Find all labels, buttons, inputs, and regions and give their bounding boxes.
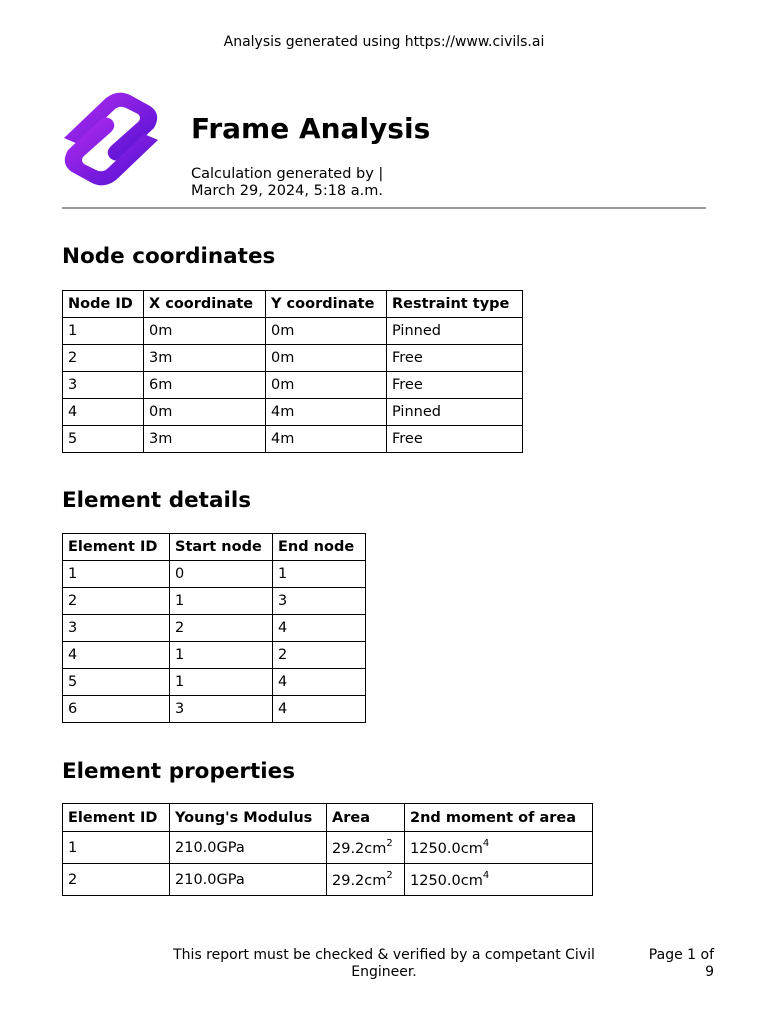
table-cell: 4 xyxy=(273,615,366,642)
table-cell: 6m xyxy=(144,372,266,399)
page-title: Frame Analysis xyxy=(191,112,431,145)
column-header: Area xyxy=(327,804,405,832)
table-cell: Pinned xyxy=(387,318,523,345)
table-cell: 0m xyxy=(144,399,266,426)
table-cell: 210.0GPa xyxy=(170,864,327,896)
area-exponent: 2 xyxy=(386,870,393,881)
table-cell: 3 xyxy=(170,696,273,723)
table-row xyxy=(63,615,366,642)
table-cell: 4m xyxy=(266,399,387,426)
table-row xyxy=(63,696,366,723)
column-header: Start node xyxy=(170,534,273,561)
table-row xyxy=(63,832,593,864)
page-subtitle xyxy=(191,166,383,200)
table-cell: 0 xyxy=(170,561,273,588)
header-divider xyxy=(62,207,706,209)
table-cell: 1 xyxy=(63,832,170,864)
table-header-row xyxy=(63,804,593,832)
table-row xyxy=(63,561,366,588)
inertia-value: 1250.0cm xyxy=(410,873,483,889)
table-cell: 2 xyxy=(63,588,170,615)
subtitle-line: Calculation generated by | xyxy=(191,166,384,182)
table-row xyxy=(63,864,593,896)
table-cell: 0m xyxy=(266,372,387,399)
page-number: Page 1 of 9 xyxy=(648,947,714,980)
column-header: Restraint type xyxy=(387,291,523,318)
section-heading-properties: Element properties xyxy=(62,759,296,784)
column-header: Element ID xyxy=(63,804,170,832)
table-cell: 5 xyxy=(63,669,170,696)
report-header xyxy=(62,92,706,210)
table-cell xyxy=(405,864,593,896)
table-cell: 4 xyxy=(63,399,144,426)
table-header-row xyxy=(63,534,366,561)
section-heading-elements: Element details xyxy=(62,488,251,513)
table-cell: 3 xyxy=(63,615,170,642)
table-row xyxy=(63,669,366,696)
table-cell: 2 xyxy=(63,345,144,372)
inertia-value: 1250.0cm xyxy=(410,841,483,857)
table-cell xyxy=(327,832,405,864)
table-cell: 0m xyxy=(266,318,387,345)
table-cell: 4 xyxy=(273,696,366,723)
element-properties-table xyxy=(62,803,593,896)
area-value: 29.2cm xyxy=(332,841,387,857)
table-cell: 2 xyxy=(170,615,273,642)
table-cell: 1 xyxy=(63,318,144,345)
table-cell: 1 xyxy=(170,669,273,696)
inertia-exponent: 4 xyxy=(482,838,490,849)
table-cell: 1 xyxy=(273,561,366,588)
column-header: 2nd moment of area xyxy=(405,804,593,832)
table-cell: Pinned xyxy=(387,399,523,426)
column-header: X coordinate xyxy=(144,291,266,318)
table-cell xyxy=(327,864,405,896)
table-cell: 2 xyxy=(273,642,366,669)
inertia-exponent: 4 xyxy=(482,870,490,881)
table-cell: 0m xyxy=(144,318,266,345)
table-cell: Free xyxy=(387,372,523,399)
table-cell: 4m xyxy=(266,426,387,453)
table-cell: 6 xyxy=(63,696,170,723)
subtitle-date: March 29, 2024, 5:18 a.m. xyxy=(191,183,383,199)
table-cell: 3 xyxy=(63,372,144,399)
column-header: End node xyxy=(273,534,366,561)
column-header: Y coordinate xyxy=(266,291,387,318)
table-row xyxy=(63,426,523,453)
table-cell: 4 xyxy=(273,669,366,696)
table-cell xyxy=(405,832,593,864)
area-value: 29.2cm xyxy=(332,873,387,889)
table-cell: 1 xyxy=(63,561,170,588)
table-row xyxy=(63,345,523,372)
table-cell: 3m xyxy=(144,345,266,372)
table-row xyxy=(63,588,366,615)
node-coordinates-table xyxy=(62,290,523,453)
table-cell: 210.0GPa xyxy=(170,832,327,864)
table-cell: Free xyxy=(387,345,523,372)
element-details-table xyxy=(62,533,366,723)
table-cell: 4 xyxy=(63,642,170,669)
table-cell: 3 xyxy=(273,588,366,615)
section-heading-nodes: Node coordinates xyxy=(62,244,276,269)
table-cell: 1 xyxy=(170,588,273,615)
table-row xyxy=(63,318,523,345)
table-cell: Free xyxy=(387,426,523,453)
top-banner: Analysis generated using https://www.civils.ai xyxy=(223,34,545,50)
table-row xyxy=(63,399,523,426)
table-cell: 0m xyxy=(266,345,387,372)
table-row xyxy=(63,642,366,669)
table-cell: 2 xyxy=(63,864,170,896)
footer-disclaimer: This report must be checked & verified by a competant Civil Engineer. xyxy=(173,947,595,980)
table-header-row xyxy=(63,291,523,318)
column-header: Node ID xyxy=(63,291,144,318)
area-exponent: 2 xyxy=(386,838,393,849)
column-header: Young's Modulus xyxy=(170,804,327,832)
civils-ai-logo-icon xyxy=(62,92,160,186)
table-row xyxy=(63,372,523,399)
table-cell: 5 xyxy=(63,426,144,453)
column-header: Element ID xyxy=(63,534,170,561)
table-cell: 3m xyxy=(144,426,266,453)
table-cell: 1 xyxy=(170,642,273,669)
